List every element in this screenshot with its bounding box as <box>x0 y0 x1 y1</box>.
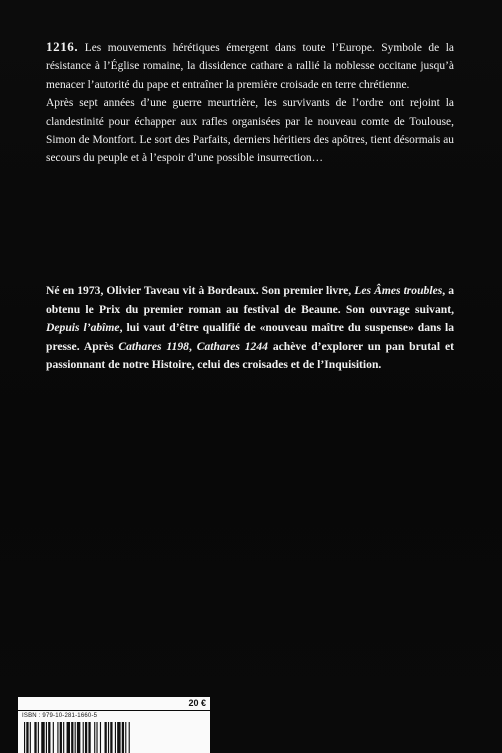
barcode-bar <box>108 722 109 753</box>
barcode-bar <box>34 722 36 753</box>
barcode-bar <box>57 722 58 753</box>
barcode-bar <box>117 722 120 753</box>
barcode-bar <box>105 722 107 753</box>
bio-text-2: , a obtenu le Prix du premier roman au festival de Beaune. Son ouvrage suivant, <box>46 284 455 316</box>
barcode-label <box>18 711 210 753</box>
barcode-bar <box>26 722 28 753</box>
year-label: 1216. <box>46 39 79 54</box>
barcode-bar <box>125 722 126 753</box>
book-title-1: Les Âmes troubles <box>354 284 443 297</box>
barcode-bar <box>110 722 112 753</box>
barcode-bar <box>85 722 87 753</box>
author-bio-paragraph <box>46 282 454 375</box>
barcode-bar <box>53 722 54 753</box>
barcode-bar <box>41 722 44 753</box>
isbn-text: ISBN : 979-10-281-1660-5 <box>22 713 98 719</box>
barcode-bar <box>83 722 84 753</box>
barcode-bar <box>129 722 130 753</box>
price-label <box>18 697 210 710</box>
barcode-bar <box>122 722 124 753</box>
barcode-bar <box>67 722 70 753</box>
synopsis-paragraph-2: Après sept années d’une guerre meurtrière, les survivants de l’ordre ont rejoint la clandestinité pour échapper aux rafles organisées par le nouveau comte de Toulouse, Simon de Montfort. Le sort des Parfaits, derniers héritiers des apôtres, tient désormais au secours du peuple et à l’espoir d’une possible insurrection… <box>46 97 454 165</box>
bio-text-5: achève d’explorer un pan brutal et passionnant de notre Histoire, celui des croisades et de l’Inquisition. <box>46 339 454 372</box>
barcode-bar <box>88 722 90 753</box>
barcode-bar <box>115 722 116 753</box>
barcode-bar <box>77 722 80 753</box>
bio-text-3: , lui vaut d’être qualifié de «nouveau maître du suspense» dans la presse. Après <box>46 321 454 353</box>
bio-text-1: Né en 1973, Olivier Taveau vit à Bordeaux. Son premier livre, <box>46 284 355 297</box>
synopsis-paragraph-1 <box>46 38 454 94</box>
barcode-bar <box>75 722 76 753</box>
book-title-3: Cathares 1198 <box>118 339 189 353</box>
barcode-bar <box>60 722 62 753</box>
book-title-4: Cathares 1244 <box>196 339 268 353</box>
barcode-bar <box>71 722 73 753</box>
synopsis-paragraph-1-text: Les mouvements hérétiques émergent dans toute l’Europe. Symbole de la résistance à l’Église romaine, la dissidence cathare a rallié la noblesse occitane jusqu’à menacer l’autorité du pape et entraîner la première croisade en terre chrétienne. <box>46 42 454 91</box>
barcode-bar <box>48 722 50 753</box>
price-text: 20 € <box>188 698 206 708</box>
barcode-bar <box>63 722 64 753</box>
barcode-bar <box>100 722 101 753</box>
author-bio <box>46 282 454 375</box>
book-title-2: Depuis l’abîme <box>46 321 120 335</box>
barcode-bar <box>46 722 47 753</box>
barcode-bar <box>24 722 25 753</box>
barcode-bar <box>94 722 95 753</box>
barcode-bar <box>38 722 39 753</box>
synopsis-text <box>46 38 454 168</box>
bio-text-4: , <box>188 339 197 353</box>
barcode-icon <box>22 722 206 753</box>
barcode-bar <box>30 722 31 753</box>
barcode-bar <box>96 722 97 753</box>
